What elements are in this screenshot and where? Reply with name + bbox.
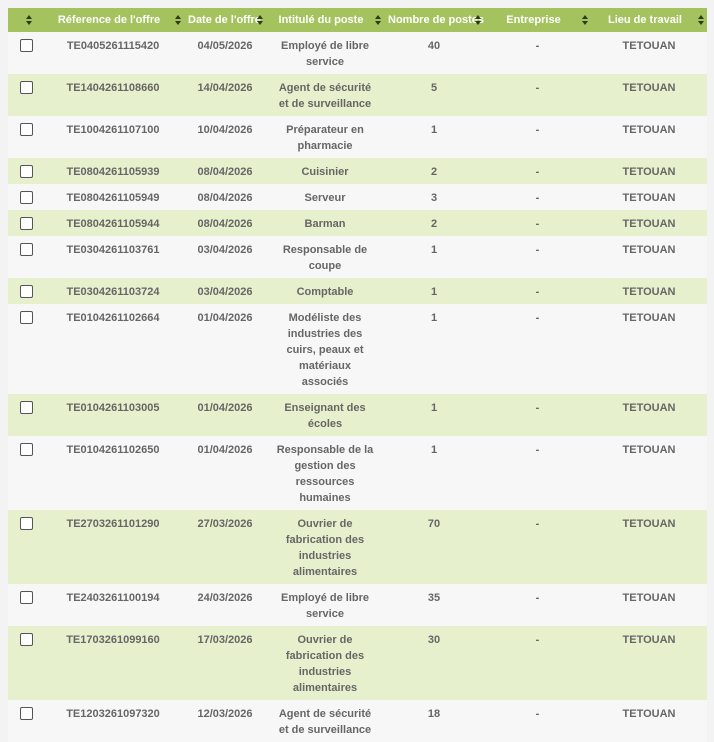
cell-company: - bbox=[535, 244, 540, 256]
table-row[interactable] bbox=[8, 32, 707, 74]
sort-icon[interactable] bbox=[257, 15, 263, 25]
cell-reference: TE0104261103005 bbox=[66, 402, 160, 414]
row-select-cell bbox=[8, 74, 42, 116]
cell-date: 08/04/2026 bbox=[197, 218, 253, 230]
cell-title: Ouvrier de fabrication des industries alimentaires bbox=[285, 518, 365, 578]
sort-icon[interactable] bbox=[582, 15, 588, 25]
cell-location: TETOUAN bbox=[622, 244, 676, 256]
cell-positions: 1 bbox=[430, 402, 438, 414]
cell-positions: 5 bbox=[430, 82, 438, 94]
cell-company: - bbox=[535, 192, 540, 204]
row-checkbox[interactable] bbox=[20, 243, 33, 256]
cell-positions: 1 bbox=[430, 244, 438, 256]
table-row[interactable] bbox=[8, 394, 707, 436]
cell-date: 03/04/2026 bbox=[197, 244, 253, 256]
cell-company: - bbox=[535, 634, 540, 646]
header-positions[interactable] bbox=[384, 8, 484, 32]
cell-positions: 2 bbox=[430, 218, 438, 230]
table-row[interactable] bbox=[8, 700, 707, 742]
cell-title: Comptable bbox=[296, 286, 354, 298]
sort-icon[interactable] bbox=[175, 15, 181, 25]
cell-title: Employé de libre service bbox=[280, 592, 370, 620]
header-select-column[interactable] bbox=[8, 8, 42, 32]
header-location[interactable] bbox=[591, 8, 707, 32]
cell-location: TETOUAN bbox=[622, 592, 676, 604]
row-checkbox[interactable] bbox=[20, 517, 33, 530]
cell-reference: TE1703261099160 bbox=[66, 634, 160, 646]
table-row[interactable] bbox=[8, 236, 707, 278]
cell-company: - bbox=[535, 312, 540, 324]
header-reference[interactable] bbox=[42, 8, 184, 32]
cell-reference: TE0304261103761 bbox=[66, 244, 160, 256]
row-select-cell bbox=[8, 210, 42, 236]
cell-location: TETOUAN bbox=[622, 218, 676, 230]
cell-location: TETOUAN bbox=[622, 444, 676, 456]
cell-location: TETOUAN bbox=[622, 708, 676, 720]
cell-date: 24/03/2026 bbox=[197, 592, 253, 604]
table-row[interactable] bbox=[8, 304, 707, 394]
header-location-label: Lieu de travail bbox=[608, 14, 682, 26]
job-offers-table-container bbox=[8, 8, 707, 736]
cell-positions: 1 bbox=[430, 312, 438, 324]
cell-date: 27/03/2026 bbox=[197, 518, 253, 530]
cell-location: TETOUAN bbox=[622, 286, 676, 298]
row-checkbox[interactable] bbox=[20, 633, 33, 646]
row-checkbox[interactable] bbox=[20, 707, 33, 720]
cell-title: Préparateur en pharmacie bbox=[286, 124, 364, 152]
cell-title: Responsable de la gestion des ressources humaines bbox=[276, 444, 374, 504]
cell-location: TETOUAN bbox=[622, 40, 676, 52]
cell-reference: TE1004261107100 bbox=[66, 124, 160, 136]
cell-positions: 70 bbox=[427, 518, 441, 530]
cell-location: TETOUAN bbox=[622, 634, 676, 646]
row-select-cell bbox=[8, 436, 42, 510]
cell-date: 10/04/2026 bbox=[197, 124, 253, 136]
table-row[interactable] bbox=[8, 158, 707, 184]
cell-reference: TE0804261105944 bbox=[66, 218, 160, 230]
cell-date: 01/04/2026 bbox=[197, 312, 253, 324]
row-select-cell bbox=[8, 236, 42, 278]
header-reference-label: Réference de l'offre bbox=[57, 14, 161, 26]
row-checkbox[interactable] bbox=[20, 401, 33, 414]
cell-reference: TE1404261108660 bbox=[66, 82, 160, 94]
cell-company: - bbox=[535, 592, 540, 604]
table-row[interactable] bbox=[8, 210, 707, 236]
row-select-cell bbox=[8, 626, 42, 700]
row-checkbox[interactable] bbox=[20, 217, 33, 230]
row-select-cell bbox=[8, 158, 42, 184]
cell-location: TETOUAN bbox=[622, 518, 676, 530]
cell-date: 01/04/2026 bbox=[197, 402, 253, 414]
cell-location: TETOUAN bbox=[622, 192, 676, 204]
cell-title: Agent de sécurité et de surveillance bbox=[278, 708, 372, 736]
cell-company: - bbox=[535, 444, 540, 456]
header-title-label: Intitulé du poste bbox=[278, 14, 364, 26]
job-offers-table bbox=[8, 8, 707, 742]
cell-title: Responsable de coupe bbox=[282, 244, 368, 272]
row-checkbox[interactable] bbox=[20, 165, 33, 178]
cell-positions: 1 bbox=[430, 286, 438, 298]
cell-company: - bbox=[535, 218, 540, 230]
sort-icon[interactable] bbox=[475, 15, 481, 25]
cell-location: TETOUAN bbox=[622, 312, 676, 324]
cell-positions: 40 bbox=[427, 40, 441, 52]
header-date[interactable] bbox=[184, 8, 266, 32]
cell-positions: 18 bbox=[427, 708, 441, 720]
header-company[interactable] bbox=[484, 8, 591, 32]
cell-company: - bbox=[535, 82, 540, 94]
cell-reference: TE1203261097320 bbox=[66, 708, 160, 720]
cell-title: Modéliste des industries des cuirs, peaux et matériaux associés bbox=[286, 312, 364, 388]
cell-reference: TE0304261103724 bbox=[66, 286, 160, 298]
cell-reference: TE0104261102664 bbox=[66, 312, 160, 324]
cell-title: Enseignant des écoles bbox=[284, 402, 366, 430]
cell-positions: 2 bbox=[430, 166, 438, 178]
cell-company: - bbox=[535, 286, 540, 298]
cell-date: 12/03/2026 bbox=[197, 708, 253, 720]
cell-company: - bbox=[535, 518, 540, 530]
cell-company: - bbox=[535, 708, 540, 720]
table-row[interactable] bbox=[8, 626, 707, 700]
row-checkbox[interactable] bbox=[20, 123, 33, 136]
cell-reference: TE2403261100194 bbox=[66, 592, 160, 604]
cell-title: Serveur bbox=[304, 192, 346, 204]
cell-positions: 1 bbox=[430, 444, 438, 456]
header-company-label: Entreprise bbox=[506, 14, 561, 26]
row-select-cell bbox=[8, 394, 42, 436]
cell-reference: TE0104261102650 bbox=[66, 444, 160, 456]
cell-date: 03/04/2026 bbox=[197, 286, 253, 298]
row-select-cell bbox=[8, 278, 42, 304]
table-row[interactable] bbox=[8, 184, 707, 210]
cell-reference: TE2703261101290 bbox=[66, 518, 160, 530]
table-header bbox=[8, 8, 707, 32]
cell-reference: TE0804261105949 bbox=[66, 192, 160, 204]
row-select-cell bbox=[8, 510, 42, 584]
cell-date: 04/05/2026 bbox=[197, 40, 253, 52]
row-checkbox[interactable] bbox=[20, 443, 33, 456]
table-row[interactable] bbox=[8, 510, 707, 584]
cell-positions: 3 bbox=[430, 192, 438, 204]
sort-icon[interactable] bbox=[26, 15, 32, 25]
row-select-cell bbox=[8, 700, 42, 742]
row-select-cell bbox=[8, 184, 42, 210]
cell-title: Employé de libre service bbox=[280, 40, 370, 68]
cell-title: Agent de sécurité et de surveillance bbox=[278, 82, 372, 110]
header-positions-label: Nombre de postes bbox=[388, 14, 484, 26]
cell-date: 01/04/2026 bbox=[197, 444, 253, 456]
cell-positions: 1 bbox=[430, 124, 438, 136]
cell-date: 14/04/2026 bbox=[197, 82, 253, 94]
row-checkbox[interactable] bbox=[20, 39, 33, 52]
row-checkbox[interactable] bbox=[20, 191, 33, 204]
sort-icon[interactable] bbox=[375, 15, 381, 25]
sort-icon[interactable] bbox=[698, 15, 704, 25]
cell-company: - bbox=[535, 402, 540, 414]
cell-date: 17/03/2026 bbox=[197, 634, 253, 646]
cell-reference: TE0405261115420 bbox=[66, 40, 160, 52]
table-row[interactable] bbox=[8, 584, 707, 626]
cell-location: TETOUAN bbox=[622, 124, 676, 136]
cell-date: 08/04/2026 bbox=[197, 192, 253, 204]
row-checkbox[interactable] bbox=[20, 311, 33, 324]
cell-positions: 35 bbox=[427, 592, 441, 604]
cell-title: Barman bbox=[304, 218, 346, 230]
row-select-cell bbox=[8, 32, 42, 74]
cell-location: TETOUAN bbox=[622, 402, 676, 414]
cell-company: - bbox=[535, 166, 540, 178]
header-date-label: Date de l'offre bbox=[188, 14, 261, 26]
row-checkbox[interactable] bbox=[20, 591, 33, 604]
header-title[interactable] bbox=[266, 8, 384, 32]
row-select-cell bbox=[8, 304, 42, 394]
cell-company: - bbox=[535, 40, 540, 52]
cell-title: Ouvrier de fabrication des industries alimentaires bbox=[285, 634, 365, 694]
cell-positions: 30 bbox=[427, 634, 441, 646]
header-row bbox=[8, 8, 707, 32]
cell-reference: TE0804261105939 bbox=[66, 166, 160, 178]
cell-date: 08/04/2026 bbox=[197, 166, 253, 178]
row-checkbox[interactable] bbox=[20, 81, 33, 94]
row-checkbox[interactable] bbox=[20, 285, 33, 298]
table-body bbox=[8, 32, 707, 742]
cell-company: - bbox=[535, 124, 540, 136]
table-row[interactable] bbox=[8, 436, 707, 510]
cell-location: TETOUAN bbox=[622, 166, 676, 178]
cell-location: TETOUAN bbox=[622, 82, 676, 94]
table-row[interactable] bbox=[8, 74, 707, 116]
table-row[interactable] bbox=[8, 116, 707, 158]
cell-title: Cuisinier bbox=[301, 166, 349, 178]
table-row[interactable] bbox=[8, 278, 707, 304]
row-select-cell bbox=[8, 584, 42, 626]
row-select-cell bbox=[8, 116, 42, 158]
